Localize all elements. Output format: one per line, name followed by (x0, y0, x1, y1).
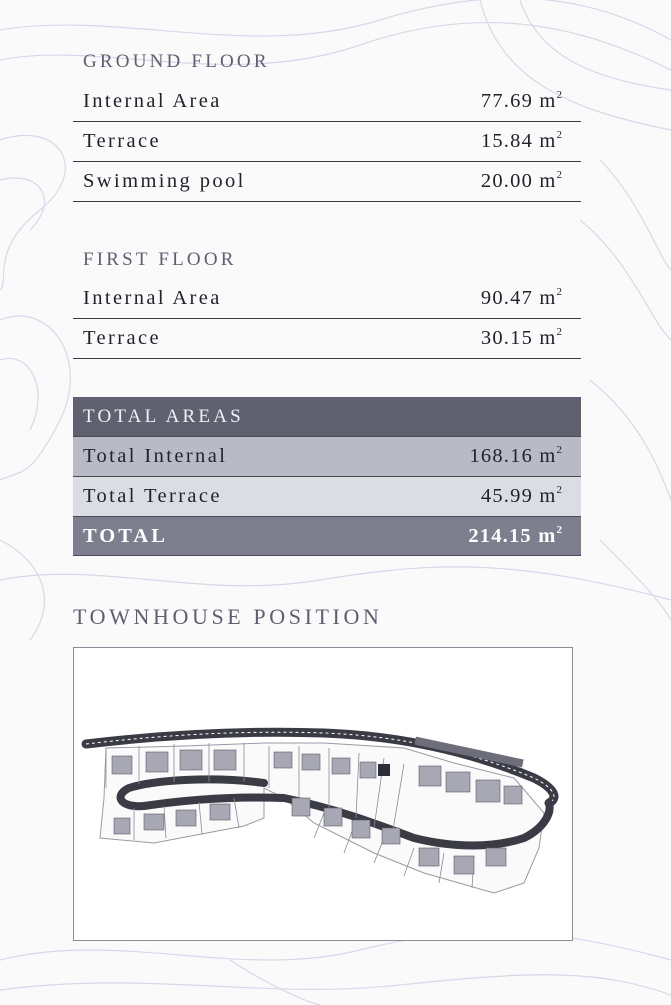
row-label: Internal Area (83, 287, 222, 309)
total-terrace-row (73, 476, 581, 516)
row-label: Internal Area (83, 90, 222, 112)
row-value: 20.00 $m^2$ (480, 169, 562, 192)
ground-floor-table (73, 82, 581, 202)
row-value: 90.47 $m^2$ (480, 286, 562, 309)
row-label: Terrace (83, 327, 161, 349)
row-label: Total Internal (83, 445, 228, 467)
row-value: 15.84 $m^2$ (480, 129, 562, 152)
first-floor-table (73, 279, 581, 359)
row-value: 77.69 $m^2$ (480, 89, 562, 112)
row-label: Total Terrace (83, 485, 222, 507)
row-value: 45.99 $m^2$ (480, 484, 562, 507)
table-row (73, 122, 581, 162)
row-value: 168.16 $m^2$ (469, 444, 562, 467)
row-label: TOTAL (83, 524, 168, 547)
row-label: Swimming pool (83, 170, 246, 192)
row-label: Terrace (83, 130, 161, 152)
table-row (73, 82, 581, 122)
townhouse-position-title: TOWNHOUSE POSITION (73, 604, 383, 629)
row-value: 30.15 $m^2$ (480, 326, 562, 349)
first-floor-title: FIRST FLOOR (83, 249, 237, 270)
site-plan-map (73, 647, 573, 941)
site-plan-icon (74, 648, 574, 942)
table-row (73, 162, 581, 202)
total-areas-table (73, 397, 581, 556)
total-internal-row (73, 436, 581, 476)
table-row (73, 319, 581, 359)
row-value: 214.15 $m^2$ (468, 523, 562, 547)
total-areas-header: TOTAL AREAS (73, 397, 581, 436)
table-row (73, 279, 581, 319)
ground-floor-title: GROUND FLOOR (83, 51, 270, 72)
grand-total-row (73, 516, 581, 556)
